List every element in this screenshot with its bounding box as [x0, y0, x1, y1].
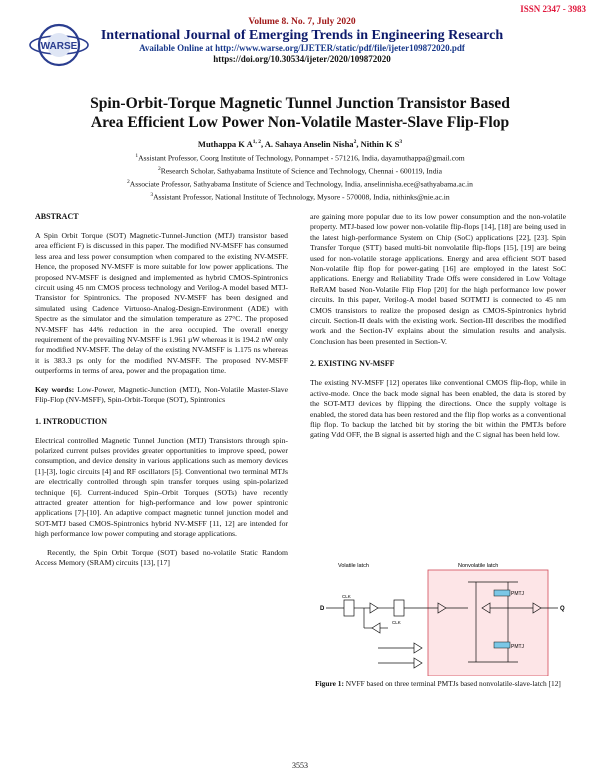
intro-heading: 1. INTRODUCTION [35, 416, 108, 426]
title-line-1: Spin-Orbit-Torque Magnetic Tunnel Junction Transistor Based [90, 95, 510, 112]
paper-title [30, 94, 570, 132]
author-3: Nithin K S [360, 139, 400, 149]
pmtj-label-2: PMTJ [511, 644, 525, 650]
affiliation-4: $^3$Assistant Professor, National Institute of Technology, Mysore - 570008, India, nithinks@nie.ac.in [150, 192, 450, 202]
circuit-diagram [318, 562, 566, 676]
journal-header [92, 16, 512, 65]
author-1-sup: 1, 2 [252, 139, 261, 146]
volatile-latch-label: Volatile latch [338, 563, 369, 569]
nonvolatile-region [428, 570, 548, 676]
affiliation-3: $^2$Associate Professor, Sathyabama Institute of Science and Technology, India, anselinnisha.ece@sathyabama.ac.in [127, 179, 473, 189]
caption-label: Figure 1: [315, 679, 344, 688]
author-list: Muthappa K A$^{1, 2}$, A. Sahaya Anselin Nisha$^2$, Nithin K $S^3$ [197, 139, 403, 149]
abstract-text: A Spin Orbit Torque (SOT) Magnetic-Tunnel-Junction (MTJ) transistor based area efficient F) is discussed in this paper. The modified NV-MSFF has consumed less area and less power consumption when compared to the existing NV-MSFF. Hence, the proposed NV-MSFF is more suitable for low power applications. The proposed NV-MSFF is designed and implemented as hybrid CMOS-Spintronics circuit using 45 nm CMOS process technology and Verilog-A model based MTJ-Transistor for Spintronics. The proposed NV-MSFF has been designed and simulated using Cadence Virtuoso-Analog-Design-Environment (ADE) with Spectre as the simulator and the simulation temperature as 27°C. The proposed NV-MSFF has 44% reduction in the area occupied. The overall energy requirement of the prevailing NV-MSFF is 1.961 µW whereas it is 194.2 nW only for modified NV-MSFF. The delay of the existing NV-MSFF is 1.175 ns whereas it is 383.3 ps only for the modified NV-MSFF. The proposed NV-MSFF outperforms in terms of area, power and the propagation time. [35, 231, 288, 376]
left-column [35, 212, 288, 576]
affiliation-1: $^1$Assistant Professor, Coorg Institute of Technology, Ponnampet - 571216, India, dayamuthappa@gmail.com [135, 153, 465, 163]
existing-paragraph: The existing NV-MSFF [12] operates like conventional CMOS flip-flop, while in active-mode. Once the back mode signal has been enabled, the data is stored by the SOT-MTJ devices by flipping the directions. Once the supply voltage is enabled, the stored data has been restored and the flip flop works as a conventional flip flop. To backup the latched bit by storing the bit within the PMTJs before gating Vdd OFF, the B signal is asserted high and the C signal has been held low. [310, 378, 566, 440]
journal-name: International Journal of Emerging Trends in Engineering Research [100, 28, 504, 43]
volume-line: Volume 8. No. 7, July 2020 [248, 17, 356, 27]
abstract-heading: ABSTRACT [35, 212, 79, 221]
page-number: 3553 [292, 761, 308, 770]
issn-number: ISSN 2347 - 3983 [520, 4, 586, 14]
pmtj-top [494, 590, 510, 596]
pmtj-bottom [494, 642, 510, 648]
affiliation-2: $^2$Research Scholar, Sathyabama Institute of Science and Technology, Chennai - 600119, India [158, 166, 442, 176]
clk-label-1: CLK [342, 594, 351, 599]
q-output-label: Q [560, 606, 565, 612]
clk-label-2: CLK [392, 620, 401, 625]
existing-heading: 2. EXISTING NV-MSFF [310, 359, 395, 369]
keywords [35, 385, 288, 406]
author-3-sup: 3 [399, 139, 403, 146]
keywords-label: Key words: [35, 384, 75, 394]
title-line-2: Area Efficient Low Power Non-Volatile Master-Slave Flip-Flop [90, 114, 510, 131]
right-column [310, 212, 566, 449]
author-2: A. Sahaya Anselin Nisha [264, 139, 354, 149]
keywords-text: Low-Power, Magnetic-Junction (MTJ), Non-Volatile Master-Slave Flip-Flop (NV-MSFF), Spin-Orbit-Torque (SOT), Spintronics [35, 384, 289, 405]
online-link[interactable]: Available Online at http://www.warse.org/IJETER/static/pdf/file/ijeter109872020.pdf [139, 43, 465, 53]
nonvolatile-latch-label: Nonvolatile latch [458, 563, 499, 569]
author-1: Muthappa K A [197, 139, 253, 149]
warse-logo [28, 22, 90, 68]
affiliations [40, 151, 560, 203]
figure-caption [310, 679, 566, 689]
logo-text: WARSE [40, 41, 78, 52]
caption-text: NVFF based on three terminal PMTJs based nonvolatile-slave-latch [12] [345, 679, 561, 688]
pmtj-label-1: PMTJ [511, 591, 525, 597]
d-input-label: D [320, 606, 325, 612]
author-2-sup: 2 [353, 139, 357, 146]
intro-continued: are gaining more popular due to its low power consumption and the non-volatile property. MTJ-based low power non-volatile flip-flops [14], [18] are being used in the latest high-performance System on Chip (SoC) applications [22], [23]. Spin Transfer Torque (STT) based multi-bit nonvolatile flip-flops [15], [19] are being used for non-volatile storage applications. Energy and area efficient SOT based Non-volatile flip flop for power-gating [16] are employed in the latest SoC applications. Energy and Reliability Trade Offs were considered in Low Voltage ReRAM based Non-Volatile Flip Flop [20] for the high performance low power circuits. In this paper, Verilog-A model based SOTMTJ is connected to 45 nm CMOS transistors to realize the proposed design as CMOS-Spintronics hybrid circuit. Section-II deals with the existing work. Section-III describes the modified work and the Section-IV explains about the simulation results and analysis. Conclusion has been presented in Section-V. [310, 212, 566, 346]
intro-paragraph-2: Recently, the Spin Orbit Torque (SOT) based no-volatile Static Random Access Memory (SRAM) circuits [13], [17] [35, 547, 288, 567]
doi-link[interactable]: https://doi.org/10.30534/ijeter/2020/109872020 [213, 54, 391, 64]
intro-paragraph-1: Electrical controlled Magnetic Tunnel Junction (MTJ) Transistors through spin-polarized current pulses provides greater opportunities to improve speed, power consumption, and device density in various applications such as memory devices [1]-[3], logic circuits [4] and RF oscillators [5]. Conventional two terminal MTJs are electrically controlled through spin transfer torques using spin-polarized technique [6]. Current-induced Spin–Orbit Torques (SOTs) have recently attracted greater attention for high-performance and low power spintronic applications [7]-[10]. An adaptive compact magnetic tunnel junction model and SOT-MTJ based CMOS-Spintronics hybrid NV-MSFF [11, 12] are intended for high performance low power computing and storage applications. [35, 435, 288, 539]
